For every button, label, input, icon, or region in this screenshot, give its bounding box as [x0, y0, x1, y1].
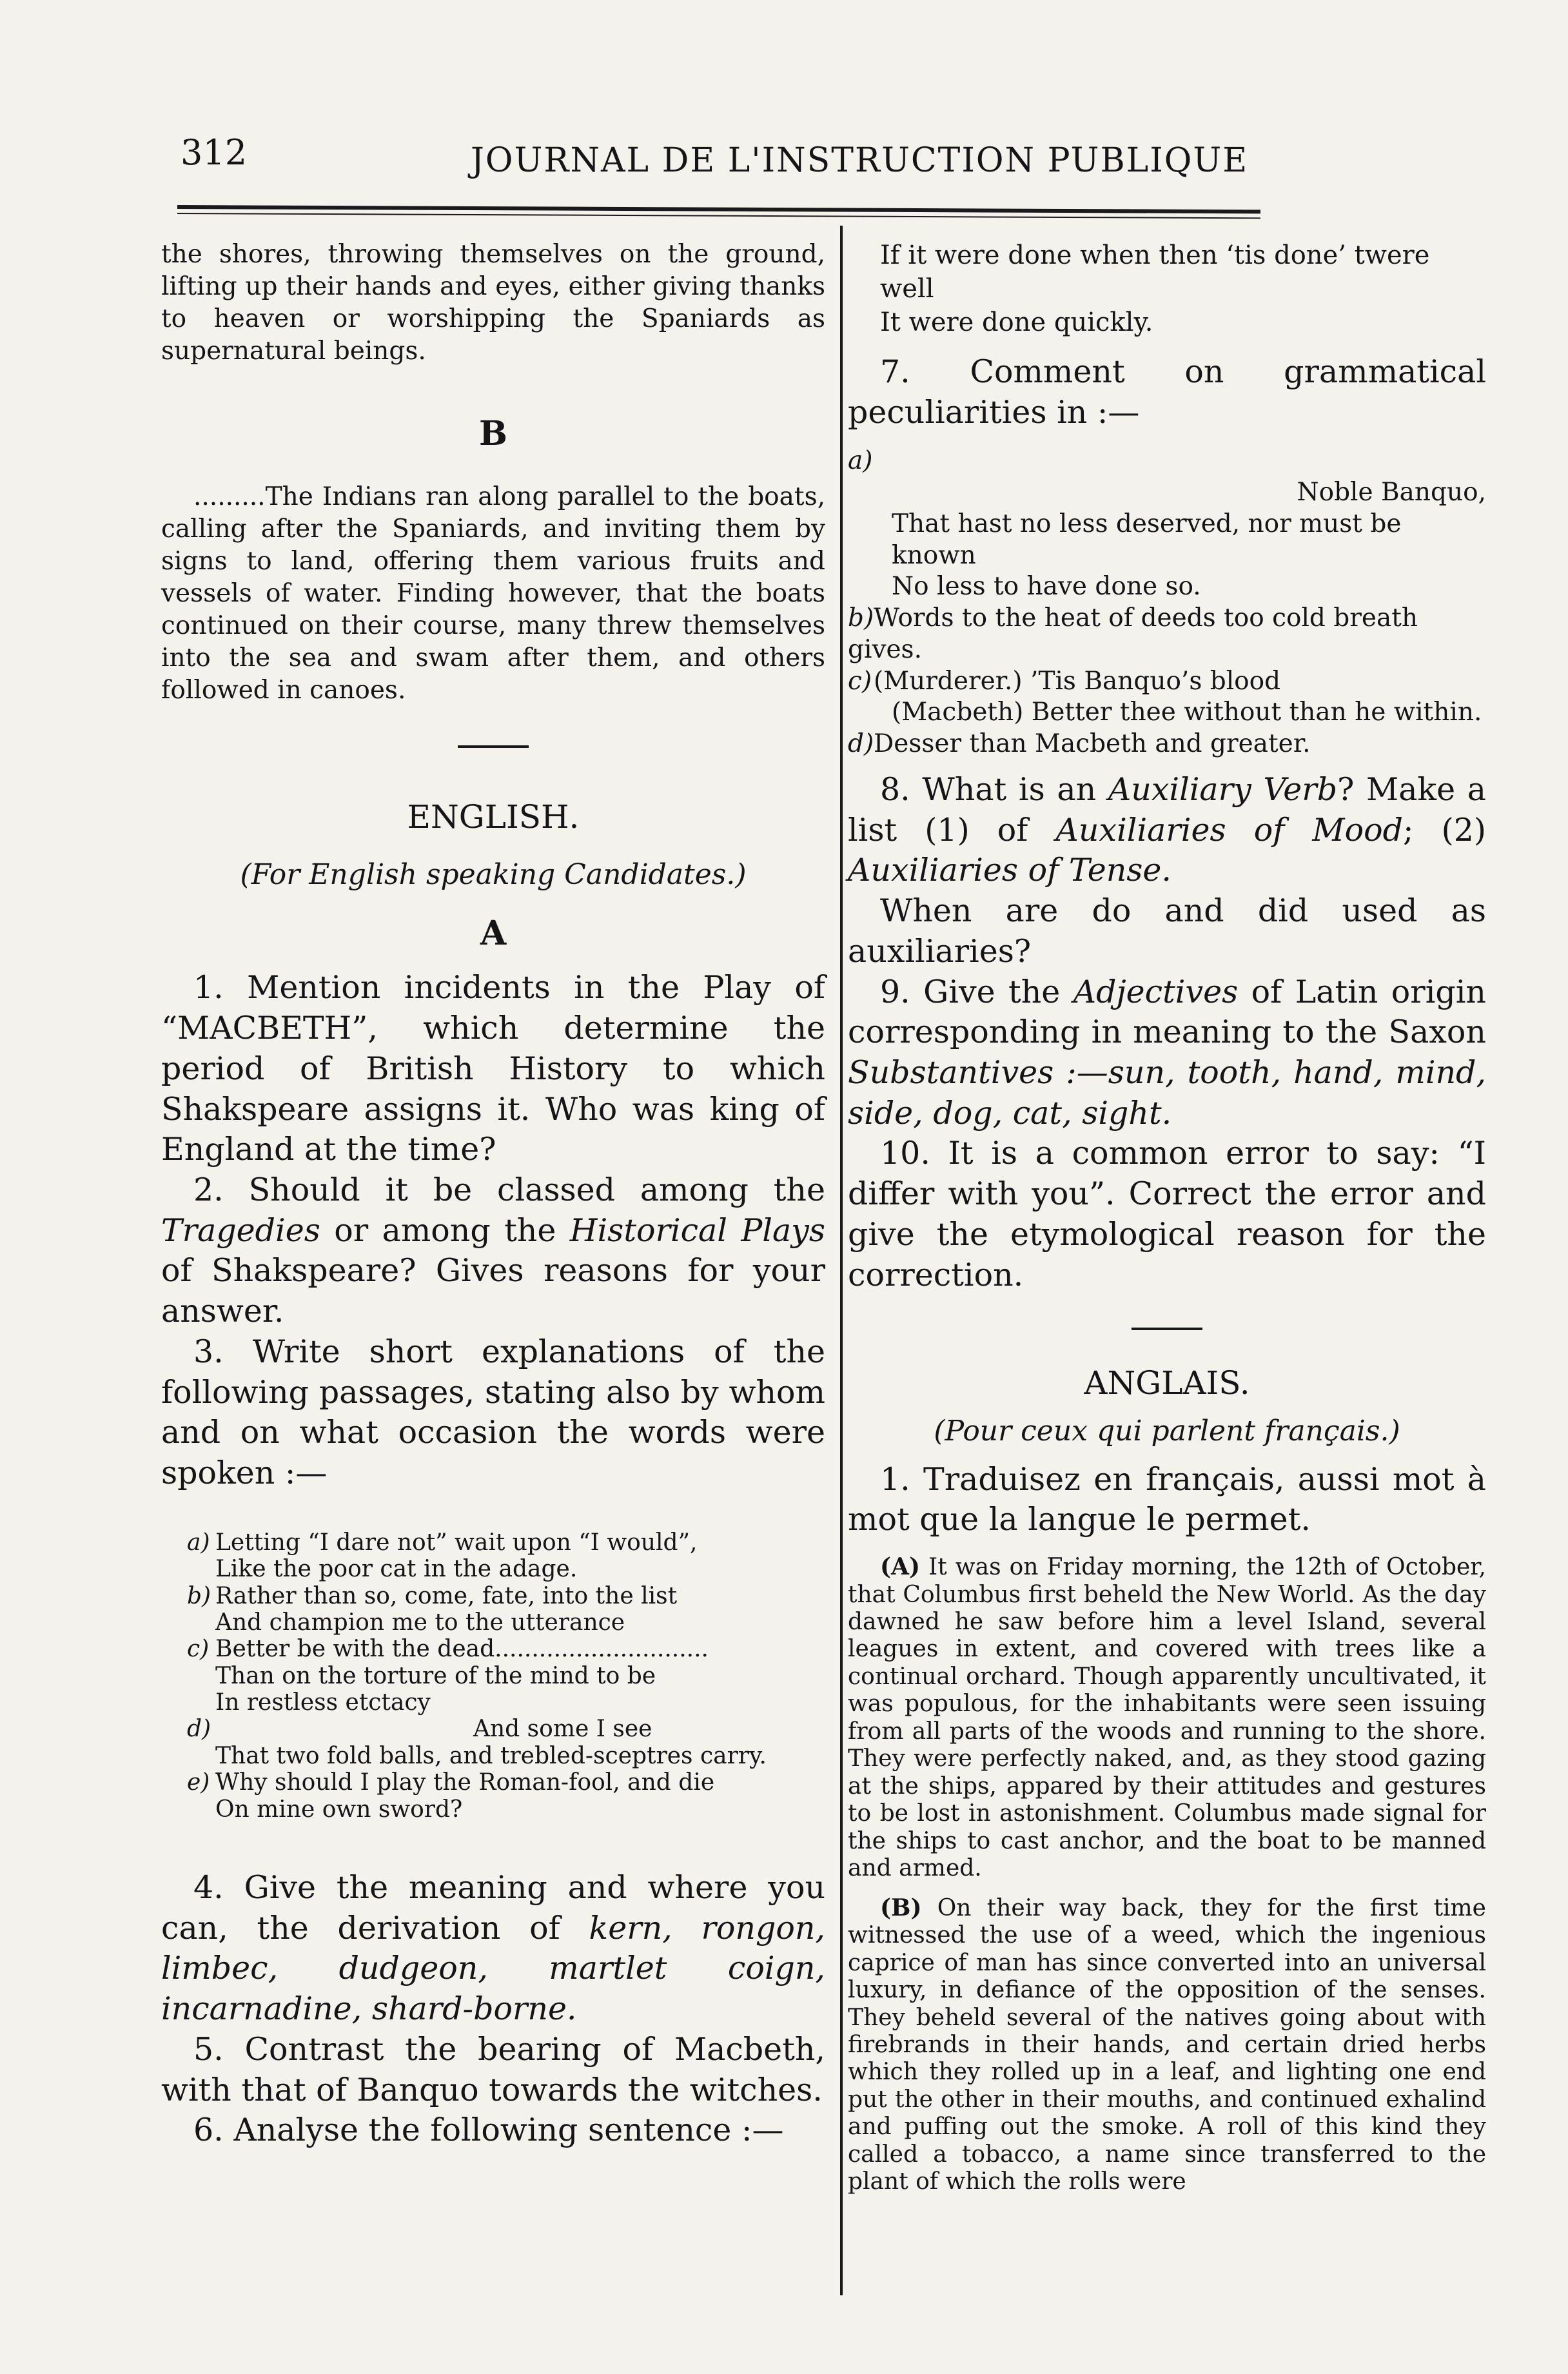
q9-adjectives: Adjectives [1073, 973, 1239, 1010]
q2-pre: 2. Should it be classed among the [193, 1171, 825, 1208]
passage-line: Like the poor cat in the adage. [215, 1556, 578, 1583]
passage-label: e) [187, 1769, 210, 1796]
passage-label: c) [187, 1636, 210, 1663]
passage-line: And champion me to the utterance [215, 1609, 625, 1636]
passage-d [187, 1716, 825, 1769]
q9-words: Substantives :—sun, tooth, hand, mind, side, dog, cat, sight. [848, 1054, 1486, 1132]
q4-words: kern, rongon, limbec, dudgeon, martlet coign, incarnadine, shard-borne. [161, 1909, 825, 2028]
intro-paragraph: the shores, throwing themselves on the ground, lifting up their hands and eyes, either giving thanks to heaven or worshipping the Spaniards as supernatural beings. [161, 240, 825, 366]
q9-pre: 9. Give the [880, 973, 1073, 1010]
quote-line-1: If it were done when then ‘tis done’ twere well [880, 240, 1430, 304]
passage-label: b) [187, 1582, 211, 1609]
item-label: a) [848, 446, 873, 476]
passage-e [187, 1769, 825, 1823]
anglais-subtitle: (Pour ceux qui parlent français.) [934, 1415, 1400, 1448]
question-1: 1. Mention incidents in the Play of “MACBETH”, which determine the period of British History to which Shakspeare assigns it. Who was king of England at the time? [161, 969, 825, 1168]
page-header [181, 132, 1257, 203]
item-label: d) [848, 729, 874, 759]
passage-list [161, 1529, 825, 1823]
question-10: 10. It is a common error to say: “I differ with you”. Correct the error and give the etymological reason for the correction. [848, 1135, 1486, 1293]
anglais-heading: ANGLAIS. [1084, 1364, 1250, 1402]
passage-line: Rather than so, come, fate, into the list [215, 1582, 678, 1609]
english-subtitle: (For English speaking Candidates.) [240, 858, 747, 891]
item-line: (Macbeth) Better thee without than he within. [892, 698, 1482, 727]
header-rule-thin [177, 213, 1260, 219]
right-column [848, 239, 1486, 2196]
passage-b-body: On their way back, they for the first time witnessed the use of a weed, which the ingenious caprice of man has since converted into an universal luxury, in defiance of the opposition of the senses. They beheld several of the natives going about with firebrands in their hands, and certain dried herbs which they rolled up in a leaf, and lighting one end put the other in their mouths, and continued exhalind and puffing out the smoke. A roll of this kind they called a tobacco, a name since transferred to the plant of which the rolls were [848, 1894, 1486, 2195]
question-4 [161, 1868, 825, 2030]
item-line: Words to the heat of deeds too cold breath gives. [848, 603, 1418, 664]
q8-mid1: ? Make a list (1) of [848, 770, 1487, 849]
passage-a-text [848, 1553, 1486, 1883]
q2-mid: or among the [320, 1212, 570, 1249]
passage-line: That two fold balls, and trebled-sceptres carry. [215, 1742, 767, 1769]
question-6: 6. Analyse the following sentence :— [193, 2112, 784, 2149]
left-column [161, 239, 825, 2151]
passage-a [187, 1529, 825, 1583]
passage-b-text [848, 1894, 1486, 2196]
passage-b [187, 1583, 825, 1636]
item-line: That hast no less deserved, nor must be known [892, 509, 1402, 570]
passage-line: And some I see [473, 1716, 652, 1743]
q7-item-b [848, 603, 1486, 666]
quote-line-2: It were done quickly. [880, 308, 1153, 337]
header-rule [177, 205, 1260, 213]
q8-aux-tense: Auxiliaries of Tense. [848, 852, 1171, 889]
translation-instruction: 1. Traduisez en français, aussi mot à mot que la langue le permet. [848, 1460, 1486, 1538]
item-line: Desser than Macbeth and greater. [874, 729, 1311, 759]
section-b-heading: B [479, 413, 507, 453]
passage-line: Better be with the dead............................. [215, 1636, 709, 1663]
item-line: (Murderer.) ’Tis Banquo’s blood [874, 666, 1281, 696]
section-b-text: .........The Indians ran along parallel to the boats, calling after the Spaniards, and inviting them by signs to land, offering them various fruits and vessels of water. Finding however, that the boats continued on their course, many threw themselves into the sea and swam after them, and others followed in canoes. [161, 482, 825, 705]
q2-tragedies: Tragedies [161, 1212, 320, 1249]
q9-mid: of Latin origin corresponding in meaning to the Saxon [848, 973, 1486, 1051]
q7-item-a [848, 446, 1486, 603]
q8-pre: 8. What is an [880, 770, 1108, 808]
q4-pre: 4. Give the meaning and where you can, the derivation of [161, 1869, 825, 1947]
question-9 [848, 972, 1486, 1134]
passage-line: Than on the torture of the mind to be [215, 1662, 656, 1689]
question-5: 5. Contrast the bearing of Macbeth, with that of Banquo towards the witches. [161, 2030, 825, 2108]
item-line: Noble Banquo, [1297, 478, 1486, 507]
q8-mid2: ; (2) [1402, 811, 1487, 849]
q8-auxiliary-verb: Auxiliary Verb [1108, 770, 1338, 808]
column-divider [840, 226, 843, 2295]
passage-line: On mine own sword? [215, 1796, 463, 1823]
passage-c [187, 1636, 825, 1716]
question-2 [161, 1170, 825, 1332]
q8-aux-mood: Auxiliaries of Mood [1055, 811, 1403, 849]
item-line: No less to have done so. [892, 572, 1201, 602]
passage-label: d) [187, 1716, 211, 1743]
q2-historical-plays: Historical Plays [569, 1212, 826, 1249]
english-heading: ENGLISH. [407, 798, 580, 836]
item-label: b) [848, 603, 874, 633]
journal-title: JOURNAL DE L'INSTRUCTION PUBLIQUE [471, 141, 1249, 180]
question-7: 7. Comment on grammatical peculiarities in :— [848, 353, 1486, 431]
passage-line: Why should I play the Roman-fool, and die [215, 1769, 715, 1796]
section-a-heading: A [480, 913, 507, 953]
question-3: 3. Write short explanations of the following passages, stating also by whom and on what occasion the words were spoken :— [161, 1333, 825, 1491]
question-8b: When are do and did used as auxiliaries? [848, 892, 1486, 970]
passage-a-label: (A) [880, 1553, 920, 1581]
q7-item-d [848, 729, 1486, 760]
passage-label: a) [187, 1529, 210, 1556]
item-label: c) [848, 666, 872, 696]
question-8 [848, 770, 1486, 891]
q2-post: of Shakspeare? Gives reasons for your answer. [161, 1252, 825, 1330]
passage-line: Letting “I dare not” wait upon “I would”, [215, 1529, 698, 1556]
passage-b-label: (B) [880, 1894, 922, 1921]
passage-line: In restless etctacy [215, 1689, 431, 1716]
q7-item-c [848, 666, 1486, 729]
page-number: 312 [181, 132, 248, 173]
passage-a-body: It was on Friday morning, the 12th of October, that Columbus first beheld the New World. As the day dawned he saw before him a level Island, several leagues in extent, and covered with trees like a continual orchard. Though apparently uncultivated, it was populous, for the inhabitants were seen issuing from all parts of the woods and running to the shore. They were perfectly naked, and, as they stood gazing at the ships, appared by their attitudes and gestures to be lost in astonishment. Columbus made signal for the ships to cast anchor, and the boat to be manned and armed. [848, 1554, 1486, 1882]
q7-item-list [848, 446, 1486, 760]
